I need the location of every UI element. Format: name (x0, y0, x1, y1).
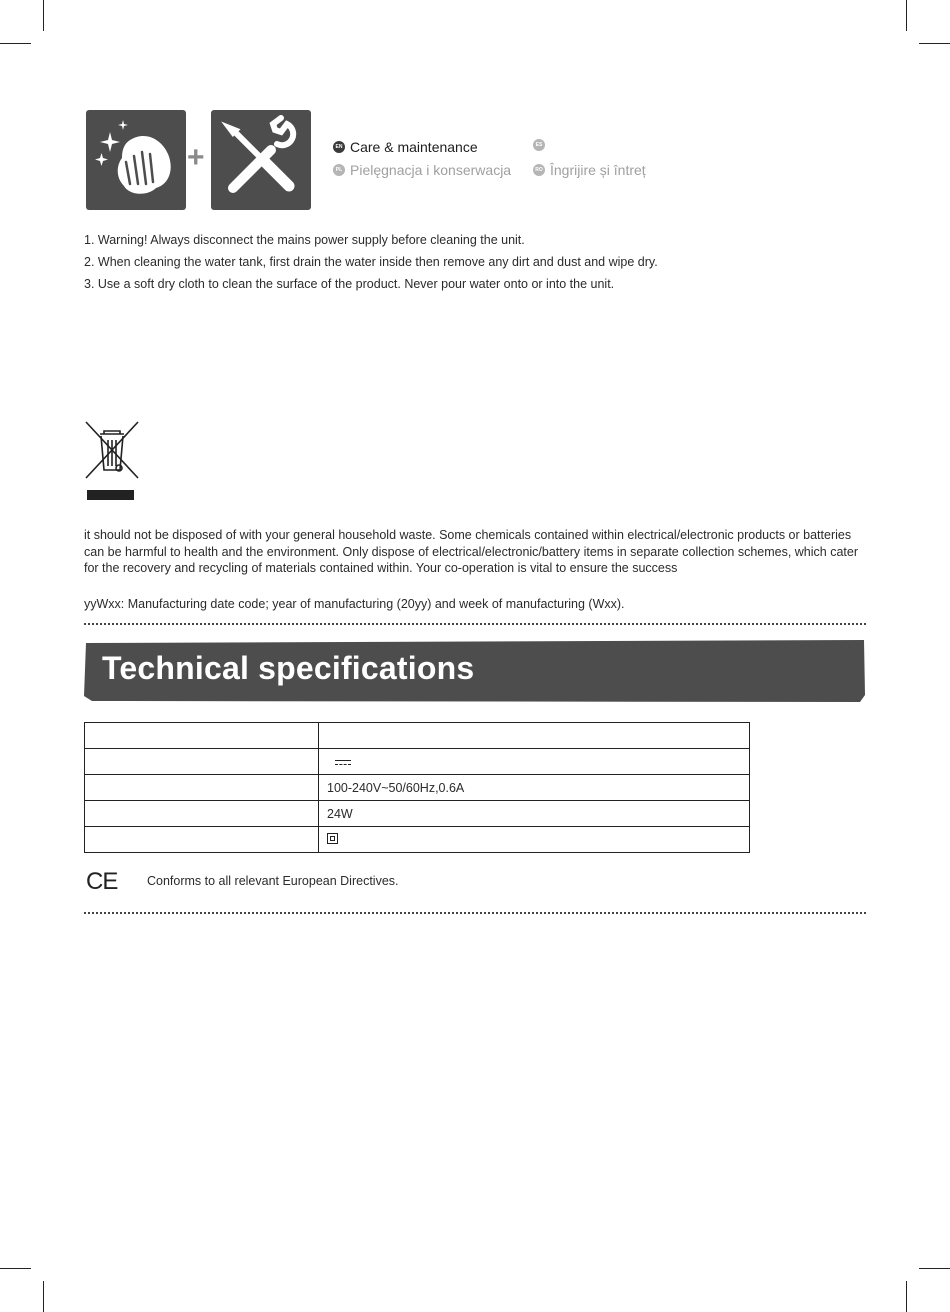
table-row (85, 775, 750, 801)
spec-key (85, 749, 319, 775)
weee-crossed-bin-icon (84, 420, 140, 480)
crop-mark (0, 43, 31, 44)
table-row (85, 827, 750, 853)
spec-key (85, 801, 319, 827)
spec-value: 100-240V~50/60Hz,0.6A (319, 775, 750, 801)
crop-mark (906, 1281, 907, 1312)
ce-statement: Conforms to all relevant European Directives. (147, 874, 399, 888)
crop-mark (906, 0, 907, 31)
step-item: 1. Warning! Always disconnect the mains power supply before cleaning the unit. (84, 233, 525, 247)
weee-bar (87, 490, 134, 500)
lang-es-badge: ES (533, 139, 545, 151)
lang-en (333, 139, 478, 155)
step-item: 3. Use a soft dry cloth to clean the surface of the product. Never pour water onto or into the unit. (84, 277, 615, 291)
spec-key (85, 827, 319, 853)
spec-value: 24W (319, 801, 750, 827)
crop-mark (919, 43, 950, 44)
tools-icon (211, 110, 311, 210)
section-title: Technical specifications (102, 650, 475, 686)
spec-value-cell (319, 749, 750, 775)
crop-mark (43, 1281, 44, 1312)
maintenance-steps (84, 231, 658, 297)
class-ii-icon (327, 833, 338, 844)
table-row (85, 723, 750, 749)
crop-mark (0, 1268, 31, 1269)
crop-mark (43, 0, 44, 31)
dotted-divider (84, 912, 866, 914)
lang-es (533, 139, 550, 151)
spec-key (85, 723, 319, 749)
dc-symbol-icon (335, 760, 351, 766)
spec-key (85, 775, 319, 801)
table-row (85, 801, 750, 827)
cleaning-icon-box (86, 110, 186, 210)
lang-ro (533, 162, 646, 178)
disposal-paragraph: it should not be disposed of with your general household waste. Some chemicals contained within electrical/electronic products or batteries can be harmful to health and the environment. Only dispose of electrical/electronic/battery items in separate collection schemes, which cater for the recovery and recycling of materials contained within. Your co-operation is vital to ensure the success (84, 528, 859, 575)
lang-ro-label: Îngrijire și întreț (550, 162, 646, 178)
ce-mark: CE (86, 868, 118, 895)
tools-icon-box (211, 110, 311, 210)
lang-pl-badge: PL (333, 164, 345, 176)
spec-value-cell (319, 827, 750, 853)
lang-ro-badge: RO (533, 164, 545, 176)
date-code-note: yyWxx: Manufacturing date code; year of manufacturing (20yy) and week of manufacturing (Wxx). (84, 597, 625, 611)
lang-en-badge: EN (333, 141, 345, 153)
plus-sign: + (187, 141, 205, 174)
cleaning-hands-icon (86, 110, 186, 210)
table-row (85, 749, 750, 775)
spec-table (84, 722, 750, 853)
step-item: 2. When cleaning the water tank, first drain the water inside then remove any dirt and dust and wipe dry. (84, 255, 658, 269)
lang-pl (333, 162, 511, 178)
dotted-divider (84, 623, 866, 625)
lang-pl-label: Pielęgnacja i konserwacja (350, 162, 512, 178)
lang-en-label: Care & maintenance (350, 139, 478, 155)
crop-mark (919, 1268, 950, 1269)
spec-value (319, 723, 750, 749)
